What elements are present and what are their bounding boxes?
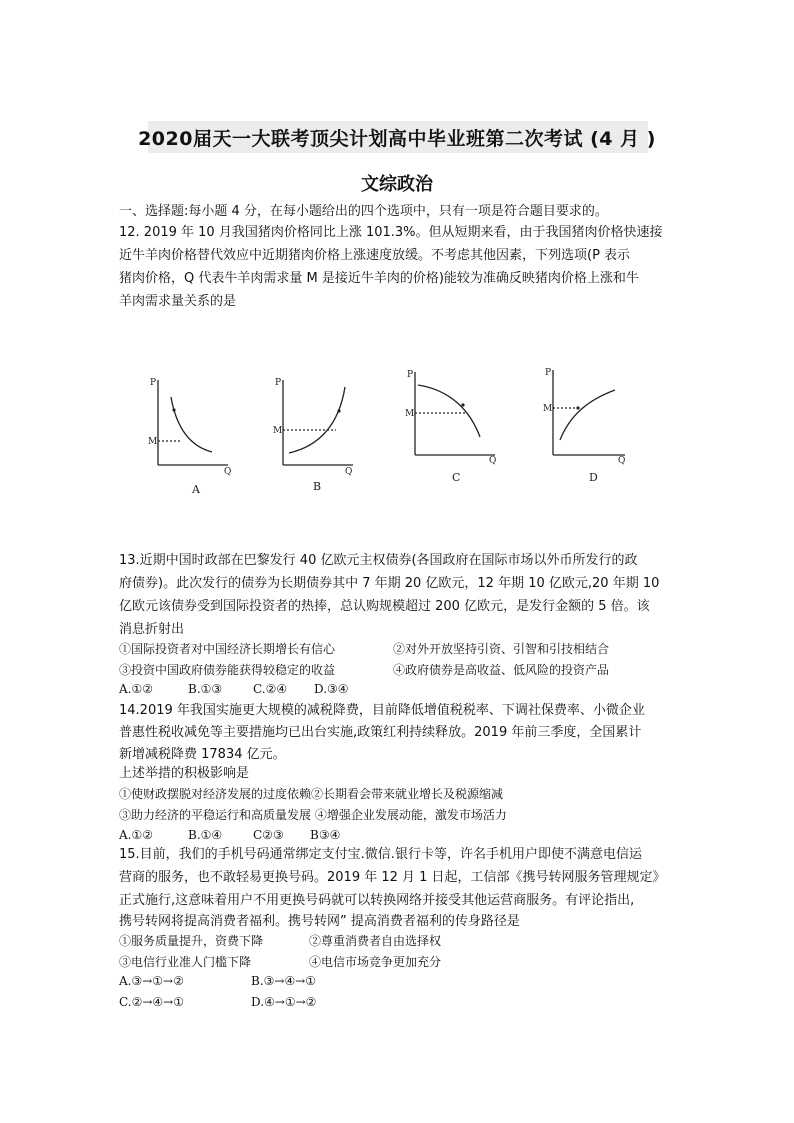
graph-a-point (172, 408, 175, 411)
graph-d-y-label: P (545, 368, 552, 378)
q14-choice-a: A.①② (119, 828, 153, 842)
graph-a-marker: M (148, 437, 158, 447)
q15-item-3: ③电信行业准人门槛下降 (119, 955, 252, 969)
q13-line-1: 13.近期中国时政部在巴黎发行 40 亿欧元主权债券(各国政府在国际市场以外币所发行的政 (119, 553, 638, 568)
q13-choice-c: C.②④ (253, 682, 288, 696)
graph-a-x-label: Q (224, 467, 232, 477)
q14-line-2: 普惠性税收减免等主要措施均已出台实施,政策红利持续释放。2019 年前三季度，全国累计 (119, 725, 642, 740)
graph-b-y-label: P (275, 378, 282, 388)
graph-d-marker: M (543, 404, 553, 414)
graph-d-caption: D (589, 471, 598, 484)
q15-item-2: ②尊重消费者自由选择权 (309, 934, 442, 948)
graph-b (283, 380, 353, 465)
q13-item-2: ②对外开放坚持引资、引智和引技相结合 (393, 642, 610, 656)
q15-line-3: 正式施行,这意味着用户不用更换号码就可以转换网络并接受其他运营商服务。有评论指出, (119, 893, 635, 908)
q13-choice-a: A.①② (119, 682, 153, 696)
graph-b-point (337, 409, 340, 412)
q14-choice-b: B.①④ (188, 828, 223, 842)
q15-choice-a: A.③→①→② (119, 974, 184, 988)
q14-choice-d: B③④ (310, 828, 341, 842)
q12-line-2: 近牛羊肉价格替代效应中近期猪肉价格上涨速度放缓。不考虑其他因素，下列选项(P 表示 (119, 248, 631, 263)
q13-choice-d: D.③④ (314, 682, 349, 696)
q13-line-4: 消息折射出 (119, 622, 185, 637)
q12-line-3: 猪肉价格，Q 代表牛羊肉需求量 M 是接近牛羊肉的价格)能较为准确反映猪肉价格上涨和牛 (119, 271, 639, 286)
q15-line-2: 营商的服务，也不敢轻易更换号码。2019 年 12 月 1 日起，工信部《携号转网服务管理规定》 (119, 870, 666, 885)
q13-item-1: ①国际投资者对中国经济长期增长有信心 (119, 642, 336, 656)
q12-line-1: 12. 2019 年 10 月我国猪肉价格同比上涨 101.3%。但从短期来看，由于我国猪肉价格快速接 (119, 225, 663, 240)
q13-item-3: ③投资中国政府债券能获得较稳定的收益 (119, 663, 336, 677)
graph-c-x-label: Q (489, 456, 497, 466)
graph-b-caption: B (313, 480, 322, 493)
graph-b-x-label: Q (345, 467, 353, 477)
graph-a-caption: A (192, 483, 200, 496)
q12-graphs (140, 355, 650, 505)
q13-choice-b: B.①③ (188, 682, 223, 696)
q14-line-4: 上述举措的积极影响是 (119, 766, 250, 781)
graph-d (553, 370, 625, 455)
q14-items-row-1: ①使财政摆脱对经济发展的过度依赖②长期看会带来就业增长及税源缩减 (119, 787, 504, 801)
q13-item-4: ④政府债券是高收益、低风险的投资产品 (393, 663, 610, 677)
q14-choice-c: C②③ (253, 828, 284, 842)
graph-d-x-label: Q (618, 456, 626, 466)
graph-c-marker: M (405, 409, 415, 419)
q15-choice-b: B.③→④→① (251, 974, 317, 988)
section-instruction: 一、选择题:每小题 4 分，在每小题给出的四个选项中，只有一项是符合题目要求的。 (119, 204, 608, 219)
subject-title: 文综政治 (361, 174, 433, 195)
q14-items-row-2: ③助力经济的平稳运行和高质量发展 ④增强企业发展动能，激发市场活力 (119, 808, 507, 822)
q13-line-2: 府债券)。此次发行的债券为长期债券其中 7 年期 20 亿欧元，12 年期 10 亿欧元,20 年期 10 (119, 576, 660, 591)
graph-c-point (461, 403, 464, 406)
q13-line-3: 亿欧元该债券受到国际投资者的热捧，总认购规模超过 200 亿欧元，是发行金额的 5 倍。该 (119, 599, 650, 614)
graph-c-y-label: P (407, 370, 414, 380)
q12-line-4: 羊肉需求量关系的是 (119, 294, 237, 309)
page-title: 2020届天一大联考顶尖计划高中毕业班第二次考试 (4 月 ) (138, 128, 656, 150)
q15-item-1: ①服务质量提升，资费下降 (119, 934, 264, 948)
graph-a (158, 380, 228, 465)
q15-choice-d: D.④→①→② (251, 995, 317, 1009)
q15-line-4: 携号转网将提高消费者福利。携号转网” 提高消费者福利的传身路径是 (119, 914, 520, 929)
q15-choice-c: C.②→④→① (119, 995, 184, 1009)
graph-b-marker: M (273, 426, 283, 436)
q15-line-1: 15.目前，我们的手机号码通常绑定支付宝.微信.银行卡等，许名手机用户即使不满意电信运 (119, 847, 642, 862)
graph-a-y-label: P (150, 378, 157, 388)
graph-c (415, 372, 495, 455)
graph-c-caption: C (452, 471, 461, 484)
q14-line-1: 14.2019 年我国实施更大规模的减税降费，目前降低增值税税率、下调社保费率、小微企业 (119, 703, 645, 718)
graph-d-point (576, 406, 579, 409)
q15-item-4: ④电信市场竞争更加充分 (309, 955, 442, 969)
q14-line-3: 新增减税降费 17834 亿元。 (119, 747, 286, 762)
